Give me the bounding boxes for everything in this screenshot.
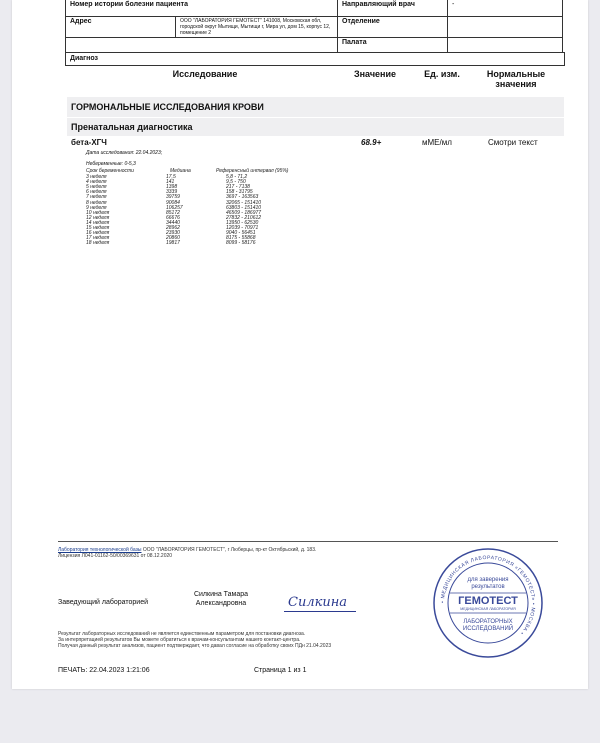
lab-stamp bbox=[432, 547, 544, 659]
ref-interval: 46509 - 186977 bbox=[226, 209, 262, 216]
ref-median: 85172 bbox=[166, 209, 180, 216]
ref-header-term: Срок беременности bbox=[86, 168, 134, 174]
ref-median: 39759 bbox=[166, 194, 180, 201]
column-unit: Ед. изм. bbox=[424, 69, 460, 79]
ref-interval: 158 - 31795 bbox=[226, 189, 253, 196]
ref-median: 17,5 bbox=[166, 174, 176, 180]
ref-term: 17 неделя bbox=[86, 235, 110, 242]
ref-term: 8 неделя bbox=[86, 199, 107, 206]
ref-term: 16 неделя bbox=[86, 230, 110, 237]
ref-interval: 5,8 - 71,2 bbox=[226, 174, 248, 180]
ref-interval: 12039 - 70971 bbox=[226, 225, 259, 231]
ref-median: 34440 bbox=[166, 219, 180, 226]
stamp-bottom-2: ИССЛЕДОВАНИЙ bbox=[462, 626, 514, 632]
ref-term: 14 неделя bbox=[86, 219, 110, 226]
stamp-ring-text: • МЕДИЦИНСКАЯ ЛАБОРАТОРИЯ «ГЕМОТЕСТ» • МОСКВА • bbox=[439, 554, 537, 636]
ref-median: 23930 bbox=[166, 230, 180, 237]
ref-term: 7 неделя bbox=[86, 194, 107, 201]
column-normal: Нормальные значения bbox=[486, 69, 546, 89]
department-value bbox=[448, 17, 560, 37]
ref-interval: 13950 - 62530 bbox=[226, 219, 259, 226]
head-label: Заведующий лабораторией bbox=[58, 599, 148, 606]
ref-interval: 8099 - 58176 bbox=[226, 240, 256, 247]
column-value: Значение bbox=[353, 69, 397, 79]
ref-header-median: Медиана bbox=[170, 168, 191, 174]
diagnosis-label: Диагноз bbox=[65, 52, 565, 66]
ref-interval: 217 - 7138 bbox=[226, 184, 250, 191]
column-study: Исследование bbox=[172, 69, 238, 79]
ref-interval: 32065 - 151410 bbox=[226, 199, 262, 206]
ref-median: 141 bbox=[166, 179, 175, 186]
doctor-label: Направляющий врач bbox=[338, 0, 448, 16]
stamp-top-1: для заверения bbox=[467, 577, 509, 583]
signature-line bbox=[284, 611, 356, 612]
nonpregnant-range: Небеременные: 0-5,3 bbox=[86, 161, 136, 167]
lab-link[interactable]: Лаборатория технологической базы bbox=[58, 547, 142, 553]
section-title: ГОРМОНАЛЬНЫЕ ИССЛЕДОВАНИЯ КРОВИ bbox=[67, 97, 564, 117]
ref-median: 1398 bbox=[166, 184, 178, 191]
ward-label: Палата bbox=[338, 38, 448, 52]
ref-interval: 8175 - 55868 bbox=[226, 235, 256, 242]
doctor-value: - bbox=[452, 1, 455, 8]
stamp-brand: ГЕМОТЕСТ bbox=[458, 595, 518, 607]
ref-term: 4 неделя bbox=[86, 179, 107, 186]
disclaimer-3: Получая данный результат анализов, пациент подтверждает, что давал согласие на обработку своих ПДн 21.04.2023 bbox=[58, 643, 332, 649]
ref-median: 28962 bbox=[166, 225, 180, 231]
ref-term: 6 неделя bbox=[86, 189, 107, 196]
ref-term: 18 неделя bbox=[86, 240, 110, 247]
ref-median: 90084 bbox=[166, 199, 180, 206]
ref-median: 66676 bbox=[166, 214, 180, 221]
test-value: 68.9+ bbox=[361, 138, 382, 147]
footer-divider bbox=[58, 541, 558, 542]
disclaimer-2: За интерпретацией результатов Вы можете обратиться к врачам-консультантам нашего контакт-центра. bbox=[58, 637, 301, 643]
ref-term: 15 неделя bbox=[86, 225, 110, 231]
ward-value bbox=[448, 38, 560, 52]
address-value: ООО "ЛАБОРАТОРИЯ ГЕМОТЕСТ" 141008, Московская обл, городской округ Мытищи, Мытищи г, Мира ул, дом 15, корпус 12, помещение 2 bbox=[176, 17, 338, 37]
ref-interval: 9040 - 56451 bbox=[226, 230, 256, 237]
ref-term: 10 неделя bbox=[86, 209, 110, 216]
ref-term: 9 неделя bbox=[86, 204, 107, 211]
patient-header-table bbox=[65, 0, 563, 53]
stamp-bottom-1: ЛАБОРАТОРНЫХ bbox=[463, 619, 513, 625]
ref-header-interval: Референсный интервал (95%) bbox=[216, 168, 289, 174]
ref-median: 106257 bbox=[166, 204, 183, 211]
address-label: Адрес bbox=[66, 17, 176, 37]
ref-interval: 63803 - 151410 bbox=[226, 204, 262, 211]
ref-median: 20860 bbox=[166, 235, 180, 242]
ref-interval: 27832 - 210612 bbox=[226, 214, 262, 221]
section-subtitle: Пренатальная диагностика bbox=[67, 118, 564, 136]
stamp-top-2: результатов bbox=[471, 584, 505, 590]
ref-interval: 3697 - 163563 bbox=[226, 194, 259, 201]
ref-median: 19817 bbox=[166, 240, 180, 247]
test-unit: мМЕ/мл bbox=[422, 138, 452, 147]
ref-interval: 9,5 - 750 bbox=[226, 179, 246, 186]
ward-blank bbox=[66, 38, 338, 52]
disclaimer-1: Результат лабораторных исследований не является единственным параметром для постановки диагноза. bbox=[58, 631, 306, 637]
ref-median: 3339 bbox=[166, 189, 178, 196]
ref-term: 3 неделя bbox=[86, 174, 107, 180]
head-name: Силкина Тамара Александровна bbox=[193, 591, 249, 607]
test-normal: Смотри текст bbox=[488, 138, 538, 147]
test-date: Дата исследования: 22.04.2023; bbox=[86, 150, 163, 156]
lab-text: ООО "ЛАБОРАТОРИЯ ГЕМОТЕСТ", г Люберцы, пр-кт Октябрьский, д. 183. bbox=[142, 547, 317, 553]
license: Лицензия Л041-01162-50/00369631 от 08.12.2020 bbox=[58, 553, 173, 559]
ref-term: 5 неделя bbox=[86, 184, 107, 191]
stamp-brand-sub: МЕДИЦИНСКАЯ ЛАБОРАТОРИЯ bbox=[460, 607, 516, 611]
print-timestamp: ПЕЧАТЬ: 22.04.2023 1:21:06 bbox=[58, 667, 150, 674]
ref-term: 12 неделя bbox=[86, 214, 110, 221]
signature: Силкина bbox=[288, 595, 348, 610]
test-name: бета-ХГЧ bbox=[71, 138, 107, 147]
history-label: Номер истории болезни пациента bbox=[66, 0, 338, 16]
department-label: Отделение bbox=[338, 17, 448, 37]
page-number: Страница 1 из 1 bbox=[254, 667, 307, 674]
